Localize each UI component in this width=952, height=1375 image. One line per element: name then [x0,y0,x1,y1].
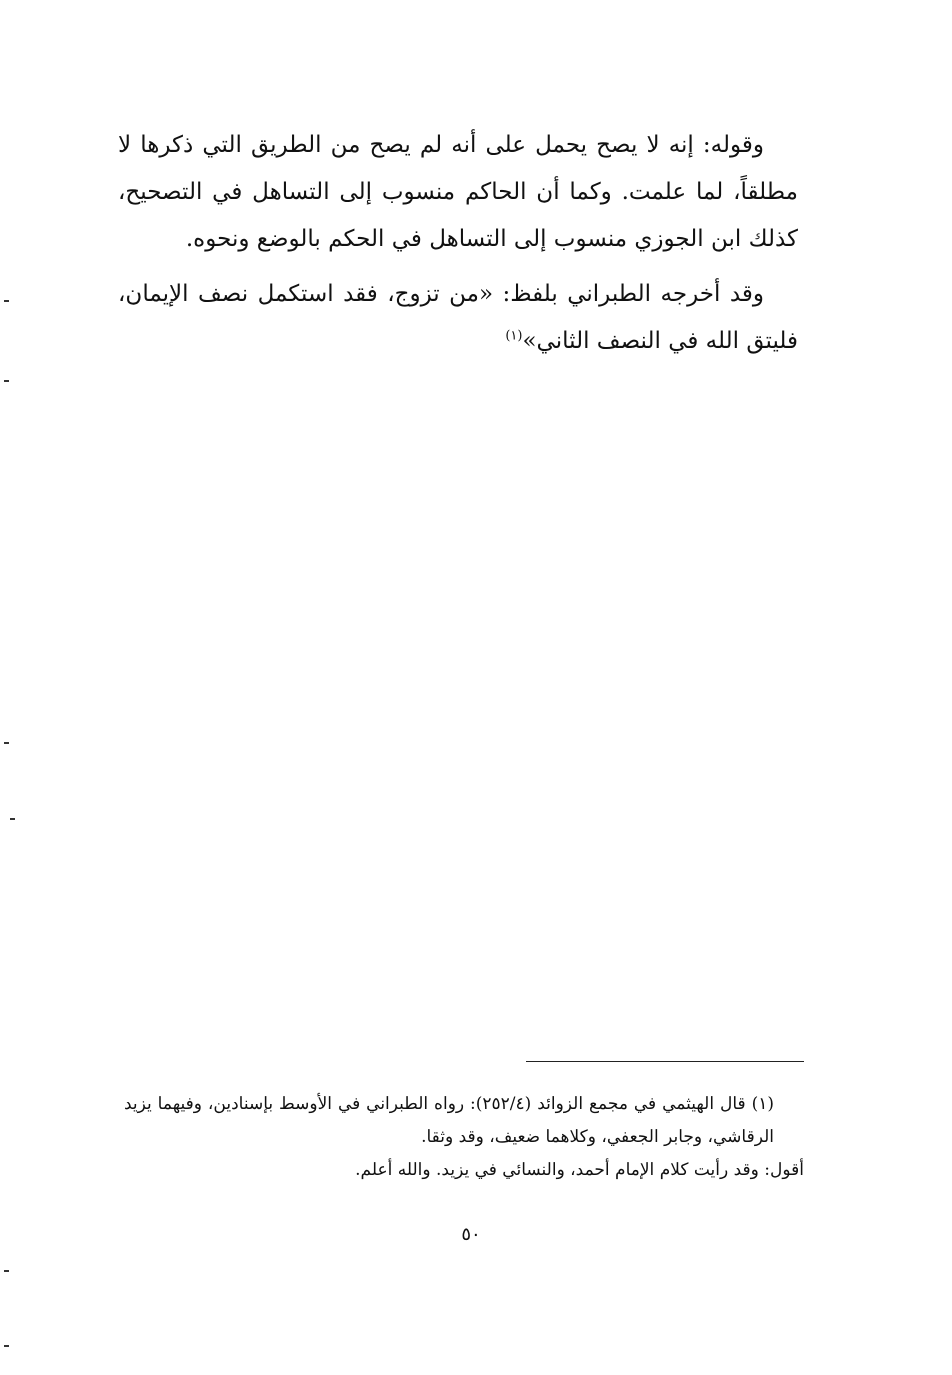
paragraph-1-text: وقوله: إنه لا يصح يحمل على أنه لم يصح من الطريق التي ذكرها لا مطلقاً، لما علمت. وكما أن الحاكم منسوب إلى التساهل في التصحيح، كذلك ابن الجوزي منسوب إلى التساهل في الحكم بالوضع ونحوه. [118,132,798,252]
main-text [118,122,798,373]
scan-mark [4,380,9,382]
scan-mark [4,1270,9,1272]
page-number: ٥٠ [461,1224,481,1245]
footnote-text: قال الهيثمي في مجمع الزوائد (٢٥٢/٤): رواه الطبراني في الأوسط بإسنادين، وفيهما يزيد الرقاشي، وجابر الجعفي، وكلاهما ضعيف، وقد وثقا. [124,1094,774,1147]
scan-mark [4,742,9,744]
footnote-number: (١) [751,1094,774,1114]
footnotes [124,1088,804,1187]
footnote-1 [124,1088,804,1154]
footnote-separator [526,1061,804,1062]
paragraph-1 [118,122,798,263]
footnote-comment: أقول: وقد رأيت كلام الإمام أحمد، والنسائي في يزيد. والله أعلم. [355,1160,804,1180]
scan-mark [4,300,9,302]
paragraph-2-text: وقد أخرجه الطبراني بلفظ: «من تزوج، فقد استكمل نصف الإيمان، فليتق الله في النصف الثاني» [118,281,798,354]
scan-mark [10,818,15,820]
scan-mark [4,1345,9,1347]
footnote-reference: (١) [505,328,523,344]
paragraph-2 [118,271,798,365]
